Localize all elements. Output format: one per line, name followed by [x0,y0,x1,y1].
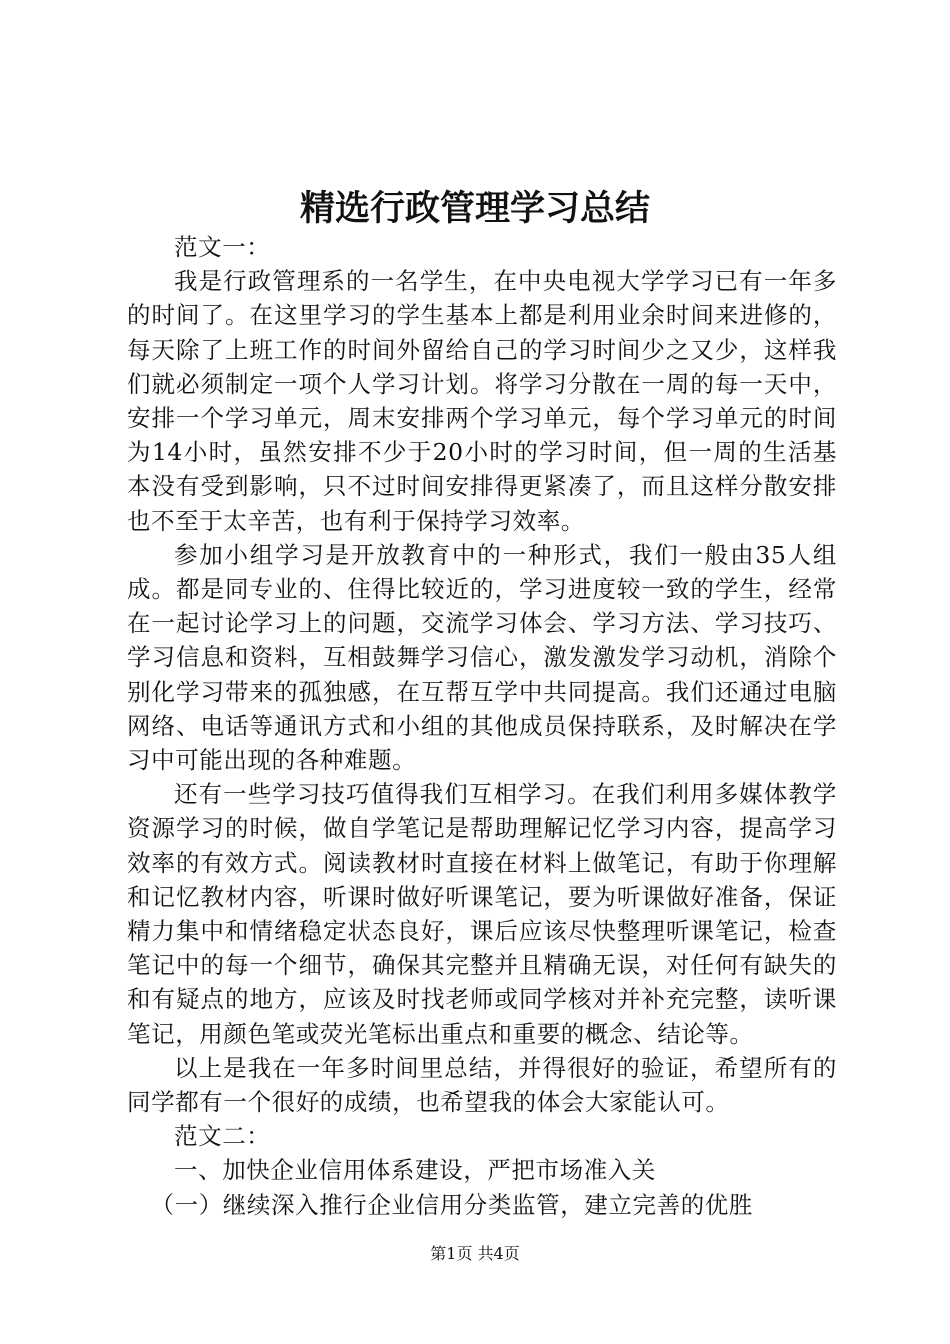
document-title: 精选行政管理学习总结 [299,189,650,229]
paragraph: 我是行政管理系的一名学生，在中央电视大学学习已有一年多的时间了。在这里学习的学生基本上都是利用业余时间来进修的，每天除了上班工作的时间外留给自己的学习时间少之又少，这样我们就必须制定一项个人学习计划。将学习分散在一周的每一天中，安排一个学习单元，周末安排两个学习单元，每个学习单元的时间为14小时，虽然安排不少于20小时的学习时间，但一周的生活基本没有受到影响，只不过时间安排得更紧凑了，而且这样分散安排也不至于太辛苦，也有利于保持学习效率。 [127,267,837,535]
page-number-footer: 第1页 共4页 [430,1244,520,1263]
paragraph: 参加小组学习是开放教育中的一种形式，我们一般由35人组成。都是同专业的、住得比较近的，学习进度较一致的学生，经常在一起讨论学习上的问题，交流学习体会、学习方法、学习技巧、学习信息和资料，互相鼓舞学习信心，激发激发学习动机，消除个别化学习带来的孤独感，在互帮互学中共同提高。我们还通过电脑网络、电话等通讯方式和小组的其他成员保持联系，及时解决在学习中可能出现的各种难题。 [127,540,837,775]
paragraph: 还有一些学习技巧值得我们互相学习。在我们利用多媒体教学资源学习的时候，做自学笔记是帮助理解记忆学习内容，提高学习效率的有效方式。阅读教材时直接在材料上做笔记，有助于你理解和记忆教材内容，听课时做好听课笔记，要为听课做好准备，保证精力集中和情绪稳定状态良好，课后应该尽快整理听课笔记，检查笔记中的每一个细节，确保其完整并且精确无误，对任何有缺失的和有疑点的地方，应该及时找老师或同学核对并补充完整，读听课笔记，用颜色笔或荧光笔标出重点和重要的概念、结论等。 [127,780,837,1048]
paragraph: 以上是我在一年多时间里总结，并得很好的验证，希望所有的同学都有一个很好的成绩，也希望我的体会大家能认可。 [127,1053,837,1117]
paragraph: 范文二： [174,1122,271,1151]
document-body [127,230,837,1222]
paragraph: 一、加快企业信用体系建设，严把市场准入关 [174,1156,656,1185]
paragraph: （一）继续深入推行企业信用分类监管，建立完善的优胜 [150,1190,753,1219]
paragraph: 范文一： [174,233,271,261]
